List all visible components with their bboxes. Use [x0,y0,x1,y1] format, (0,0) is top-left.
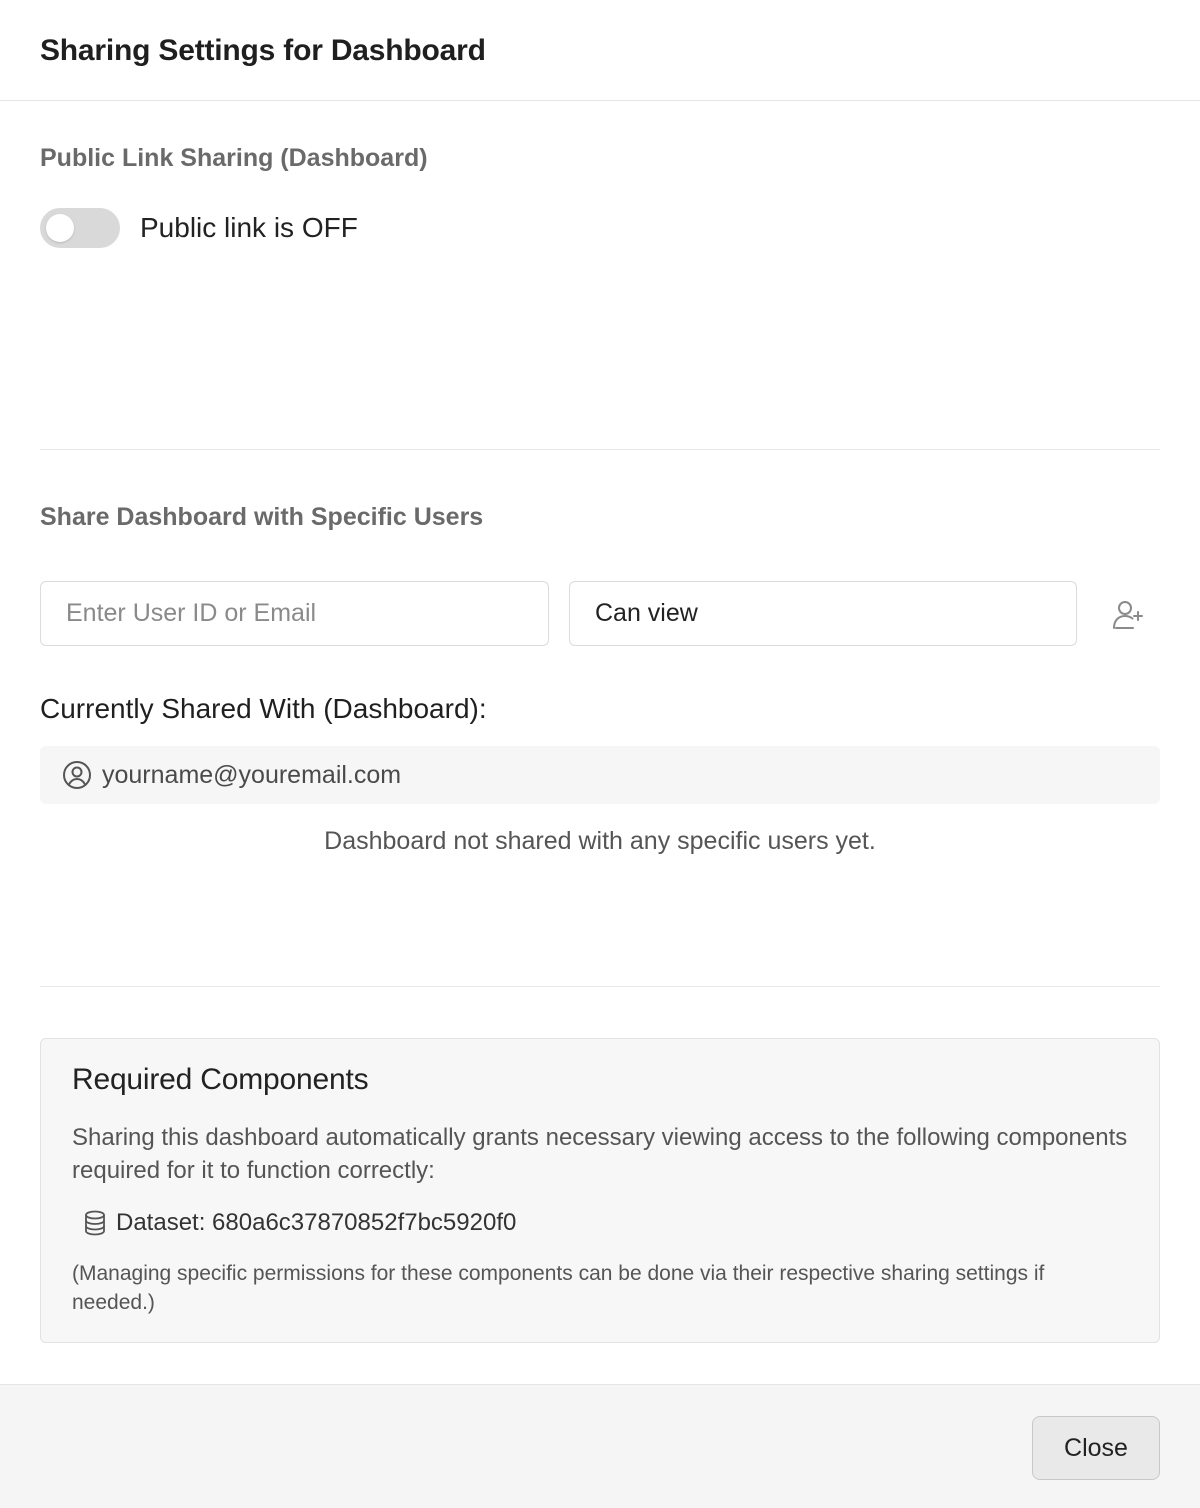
dialog-title: Sharing Settings for Dashboard [40,34,486,67]
public-link-heading: Public Link Sharing (Dashboard) [40,144,428,172]
public-link-status: Public link is OFF [140,212,358,243]
public-link-toggle-row [40,208,358,248]
permission-selected-value: Can view [595,599,698,627]
database-icon [84,1210,106,1236]
shared-user-row [40,746,1160,804]
toggle-knob [46,214,74,242]
required-component-label: Dataset: 680a6c37870852f7bc5920f0 [116,1209,517,1236]
required-components-panel [40,1038,1160,1343]
dialog-footer [0,1384,1200,1508]
add-user-button[interactable] [1108,595,1148,635]
user-circle-icon [62,760,92,790]
add-user-icon [1111,598,1145,632]
user-id-email-input[interactable] [40,581,549,646]
required-components-title: Required Components [72,1063,369,1096]
specific-users-heading: Share Dashboard with Specific Users [40,503,484,531]
dialog-header [0,0,1200,101]
close-button[interactable]: Close [1032,1416,1160,1480]
section-divider [40,449,1160,450]
public-link-toggle[interactable] [40,208,120,248]
shared-with-heading: Currently Shared With (Dashboard): [40,693,487,724]
section-divider [40,986,1160,987]
required-components-note: (Managing specific permissions for these components can be done via their respective sharing settings if needed.) [72,1262,1045,1314]
required-components-description: Sharing this dashboard automatically grants necessary viewing access to the following components required for it to function correctly: [72,1124,1128,1184]
no-shared-users-message: Dashboard not shared with any specific users yet. [324,827,876,855]
shared-user-email: yourname@youremail.com [102,760,402,789]
permission-select[interactable] [569,581,1077,646]
required-component-item [84,1209,1128,1237]
